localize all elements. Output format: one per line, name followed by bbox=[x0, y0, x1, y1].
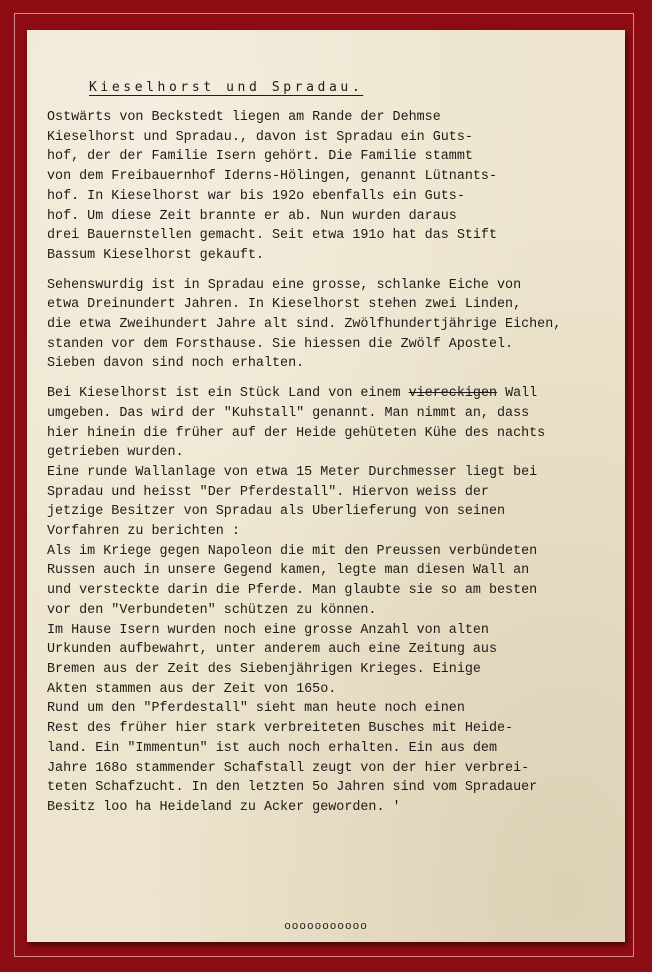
text-line: von dem Freibauernhof Iderns-Hölingen, genannt Lütnants- bbox=[47, 169, 497, 185]
text-segment: Bei Kieselhorst ist ein Stück Land von einem bbox=[47, 386, 401, 402]
text-line: und versteckte darin die Pferde. Man glaubte sie so am besten bbox=[47, 583, 538, 599]
text-line: Urkunden aufbewahrt, unter anderem auch eine Zeitung aus bbox=[47, 642, 497, 658]
text-line: Akten stammen aus der Zeit von 165o. bbox=[47, 681, 337, 697]
end-mark: ooooooooooo bbox=[284, 921, 368, 933]
text-line: Sieben davon sind noch erhalten. bbox=[47, 356, 305, 372]
text-line: Rund um den "Pferdestall" sieht man heute noch einen bbox=[47, 701, 465, 717]
text-line: Jahre 168o stammender Schafstall zeugt von der hier verbrei- bbox=[47, 760, 530, 776]
text-line: Im Hause Isern wurden noch eine grosse Anzahl von alten bbox=[47, 622, 489, 638]
text-line: Bassum Kieselhorst gekauft. bbox=[47, 247, 264, 263]
text-line: Eine runde Wallanlage von etwa 15 Meter Durchmesser liegt bei bbox=[47, 464, 538, 480]
text-line: hof. In Kieselhorst war bis 192o ebenfalls ein Guts- bbox=[47, 188, 465, 204]
text-line: umgeben. Das wird der "Kuhstall" genannt. Man nimmt an, dass bbox=[47, 405, 530, 421]
text-line: drei Bauernstellen gemacht. Seit etwa 191o hat das Stift bbox=[47, 228, 497, 244]
text-line: jetzige Besitzer von Spradau als Uberlieferung von seinen bbox=[47, 504, 506, 520]
text-line: hier hinein die früher auf der Heide gehüteten Kühe des nachts bbox=[47, 425, 546, 441]
text-line: Sehenswurdig ist in Spradau eine grosse, schlanke Eiche von bbox=[47, 277, 522, 293]
struck-word: viereckigen bbox=[408, 386, 498, 402]
text-line: hof. Um diese Zeit brannte er ab. Nun wurden daraus bbox=[47, 208, 457, 224]
text-line: teten Schafzucht. In den letzten 5o Jahren sind vom Spradauer bbox=[47, 780, 538, 796]
text-line: hof, der der Familie Isern gehört. Die Familie stammt bbox=[47, 149, 473, 165]
text-line: Ostwärts von Beckstedt liegen am Rande der Dehmse bbox=[47, 110, 441, 125]
text-line: Als im Kriege gegen Napoleon die mit den Preussen verbündeten bbox=[47, 543, 538, 559]
text-line: Rest des früher hier stark verbreiteten Busches mit Heide- bbox=[47, 721, 514, 737]
text-line: etwa Dreinundert Jahren. In Kieselhorst stehen zwei Linden, bbox=[47, 297, 522, 313]
text-segment: Wall bbox=[497, 386, 538, 402]
paragraph-1 bbox=[47, 108, 622, 266]
paragraph-3 bbox=[47, 384, 622, 463]
text-line: die etwa Zweihundert Jahre alt sind. Zwölfhundertjährige Eichen, bbox=[47, 317, 562, 333]
text-line: Kieselhorst und Spradau., davon ist Spradau ein Guts- bbox=[47, 129, 473, 145]
text-line: land. Ein "Immentun" ist auch noch erhalten. Ein aus dem bbox=[47, 740, 497, 756]
text-line: Spradau und heisst "Der Pferdestall". Hiervon weiss der bbox=[47, 484, 489, 500]
text-line: Bremen aus der Zeit des Siebenjährigen Krieges. Einige bbox=[47, 661, 481, 677]
text-line: getrieben wurden. bbox=[47, 445, 184, 461]
paragraph-2 bbox=[47, 276, 622, 375]
document-body bbox=[47, 108, 622, 818]
text-line: vor den "Verbundeten" schützen zu können. bbox=[47, 602, 377, 618]
text-line: standen vor dem Forsthause. Sie hiessen die Zwölf Apostel. bbox=[47, 336, 514, 352]
document-title: Kieselhorst und Spradau. bbox=[89, 80, 364, 95]
text-line: Russen auch in unsere Gegend kamen, legte man diesen Wall an bbox=[47, 563, 530, 579]
text-line: Besitz loo ha Heideland zu Acker geworden. ' bbox=[47, 799, 401, 815]
text-line: Vorfahren zu berichten : bbox=[47, 524, 240, 540]
paragraph-4 bbox=[47, 463, 622, 818]
text-line bbox=[47, 384, 622, 404]
document-page bbox=[27, 30, 625, 942]
